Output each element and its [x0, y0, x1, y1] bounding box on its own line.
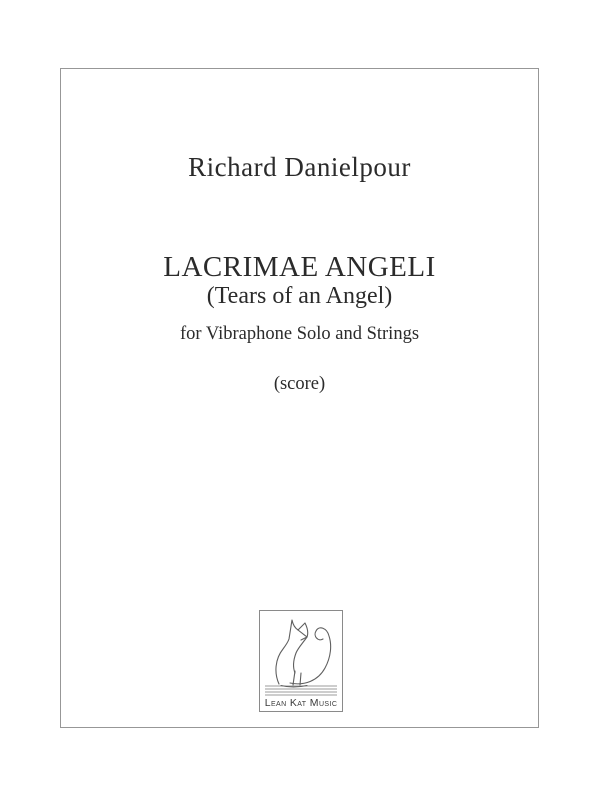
- cat-on-music-staff-icon: [260, 611, 342, 697]
- work-subtitle: (Tears of an Angel): [206, 283, 393, 309]
- publisher-name: Lean Kat Music: [264, 697, 338, 709]
- score-type-label: (score): [273, 374, 326, 394]
- instrumentation-line: for Vibraphone Solo and Strings: [179, 324, 420, 344]
- work-title: LACRIMAE ANGELI: [163, 251, 436, 283]
- composer-name: Richard Danielpour: [188, 152, 411, 182]
- publisher-logo: [259, 610, 343, 712]
